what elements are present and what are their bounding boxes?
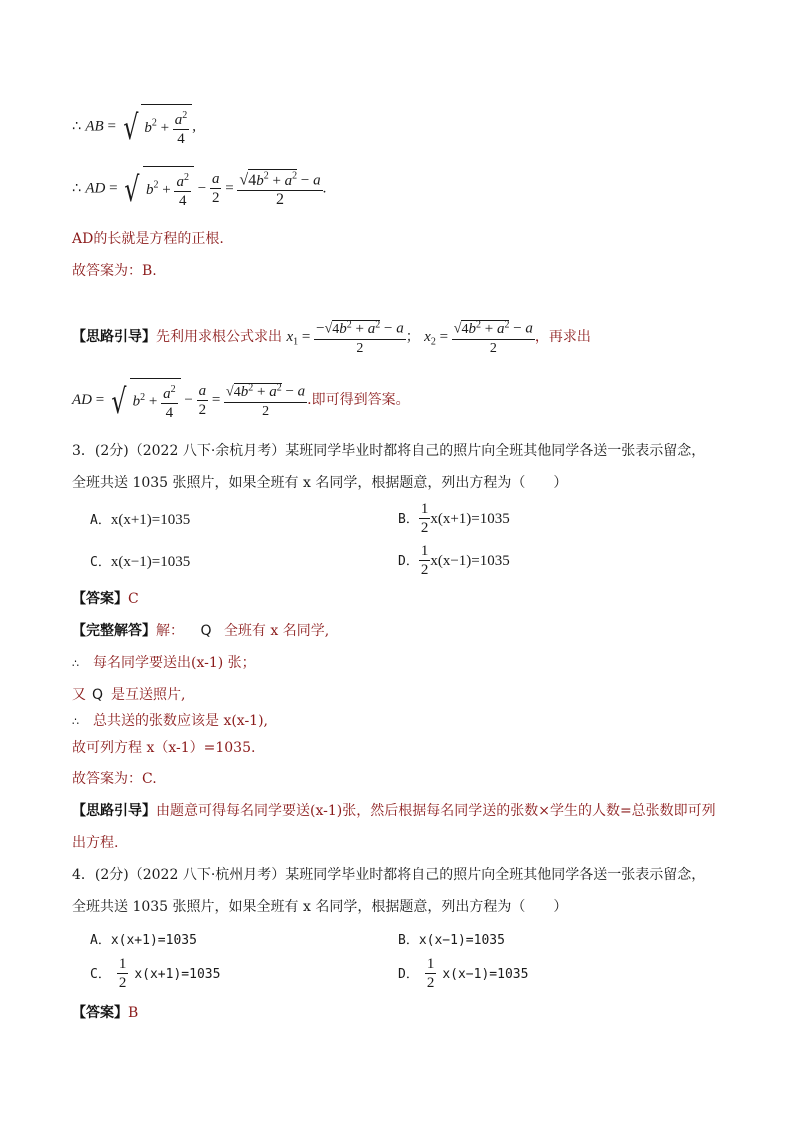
formula-ad: ∴ AD = √ $b^2$ + $\frac{a^2}{4}$ − $\frac{a}{2}$ = $\frac{√4b^2 + a^2 - a}{2}$ . xyxy=(72,166,326,210)
q4-option-d: D． $\frac{1}{2}$ x(x−1)=1035 xyxy=(398,956,529,991)
q4-answer: 【答案】B xyxy=(72,1005,139,1021)
q3-sol-l5: 故可列方程 x（x-1）=1035. xyxy=(72,740,256,756)
q4-stem-line1: 4．(2分)（2022 八下·杭州月考）某班同学毕业时都将自己的照片向全班其他同学各送一张表示留念， xyxy=(72,867,706,883)
q3-option-c: C．x(x−1)=1035 xyxy=(90,554,191,570)
q3-option-a: A．x(x+1)=1035 xyxy=(90,512,191,528)
q3-option-b: B． $\frac{1}{2}$ x(x+1)=1035 xyxy=(398,501,510,536)
q2-answer-line: 故答案为：B. xyxy=(72,263,157,279)
q3-sol-l2: ∴ 每名同学要送出(x-1) 张； xyxy=(72,655,256,671)
q2-hint: 【思路引导】先利用求根公式求出 $x_1$ = $\frac{-√4b^2 + a^2 - a}{2}$ ； $x_2$ = $\frac{√4b^2 + a^2 - a}{2}$ ，再求出 xyxy=(72,316,591,358)
q4-option-c: C． $\frac{1}{2}$ x(x+1)=1035 xyxy=(90,956,221,991)
q3-hint-l2: 出方程. xyxy=(72,835,119,851)
q2-hint-formula: AD = √ $b^2$ + $\frac{a^2}{4}$ − $\frac{a}{2}$ = $\frac{√4b^2 + a^2 - a}{2}$ .即可得到答案。 xyxy=(72,378,410,422)
q2-hint-text1: 先利用求根公式求出 xyxy=(156,328,282,345)
sqrt-ab: √ $b^2$ + $\frac{a^2}{4}$ xyxy=(120,104,193,148)
q3-hint: 【思路引导】由题意可得每名同学要送(x-1)张，然后根据每名同学送的张数×学生的人数=总张数即可列 xyxy=(72,803,716,819)
because-symbol-2: Q xyxy=(92,687,104,703)
q3-solution: 【完整解答】解： Q 全班有 x 名同学, xyxy=(72,623,330,639)
q3-sol-l4: ∴ 总共送的张数应该是 x(x-1), xyxy=(72,713,269,729)
q3-sol-l3: 又 Q 是互送照片, xyxy=(72,687,186,703)
q4-stem-line2: 全班共送 1035 张照片，如果全班有 x 名同学，根据题意，列出方程为（ ） xyxy=(72,899,568,915)
q4-option-b: B．x(x−1)=1035 xyxy=(398,933,505,948)
q3-stem-line1: 3．(2分)（2022 八下·余杭月考）某班同学毕业时都将自己的照片向全班其他同学各送一张表示留念， xyxy=(72,443,706,459)
q2-positive-root: AD的长就是方程的正根. xyxy=(72,231,224,247)
q3-answer: 【答案】C xyxy=(72,591,139,607)
because-symbol: Q xyxy=(200,623,212,639)
q2-hint-tag: 【思路引导】 xyxy=(72,328,156,345)
q3-stem-line2: 全班共送 1035 张照片，如果全班有 x 名同学，根据题意，列出方程为（ ） xyxy=(72,475,568,491)
q3-answer-line: 故答案为：C. xyxy=(72,771,157,787)
q3-option-d: D． $\frac{1}{2}$ x(x−1)=1035 xyxy=(398,543,510,578)
q4-option-a: A．x(x+1)=1035 xyxy=(90,933,197,948)
formula-ab: ∴ AB = √ $b^2$ + $\frac{a^2}{4}$ , xyxy=(72,104,196,148)
